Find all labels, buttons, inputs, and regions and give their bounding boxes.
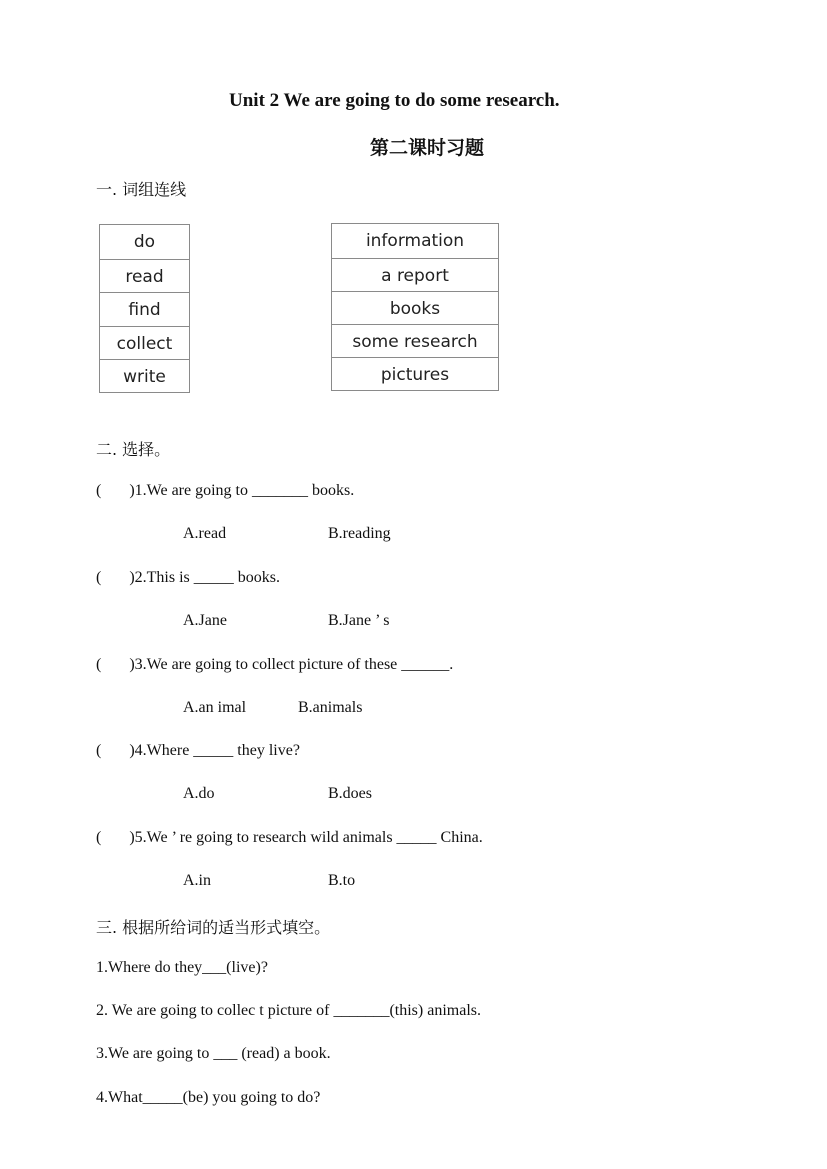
option-a: A.read: [183, 525, 227, 542]
question-3: [96, 656, 453, 674]
answer-blank-close: ): [129, 569, 135, 586]
right-word-cell: a report: [332, 258, 498, 292]
option-b: B.Jane ’ s: [328, 612, 390, 629]
section3-heading: 三. 根据所给词的适当形式填空。: [96, 918, 331, 937]
section1-heading: 一. 词组连线: [96, 180, 187, 199]
section2-heading: 二. 选择。: [96, 440, 171, 459]
answer-blank-open: (: [96, 569, 102, 586]
option-b: B.to: [328, 872, 356, 889]
option-b: B.animals: [298, 699, 363, 716]
right-word-cell: pictures: [332, 357, 498, 391]
left-word-cell: read: [100, 259, 189, 293]
question-text: 3.We are going to collect picture of these ______.: [134, 656, 454, 673]
answer-blank-open: (: [96, 482, 102, 499]
answer-blank-close: ): [129, 656, 135, 673]
right-word-cell: some research: [332, 324, 498, 358]
left-word-cell: find: [100, 292, 189, 326]
question-1: [96, 482, 354, 500]
question-text: 1.We are going to _______ books.: [134, 482, 355, 499]
right-word-table: [331, 223, 499, 391]
right-word-cell: information: [365, 231, 465, 251]
question-2: [96, 569, 280, 587]
left-word-cell: do: [133, 232, 156, 252]
option-a: A.do: [183, 785, 215, 802]
fill-item-1: 1.Where do they___(live)?: [96, 959, 268, 976]
question-5: [96, 829, 483, 847]
fill-item-4: 4.What_____(be) you going to do?: [96, 1089, 321, 1106]
left-word-cell: write: [100, 359, 189, 393]
page-title: Unit 2 We are going to do some research.: [229, 90, 560, 111]
question-text: 2.This is _____ books.: [134, 569, 280, 586]
left-word-table: [99, 224, 190, 393]
fill-item-2: 2. We are going to collec t picture of _______(this) animals.: [96, 1002, 481, 1019]
answer-blank-open: (: [96, 656, 102, 673]
answer-blank-open: (: [96, 742, 102, 759]
right-word-cell: books: [332, 291, 498, 325]
answer-blank-open: (: [96, 829, 102, 846]
option-a: A.an imal: [183, 699, 247, 716]
answer-blank-close: ): [129, 829, 135, 846]
option-a: A.Jane: [183, 612, 227, 629]
fill-item-3: 3.We are going to ___ (read) a book.: [96, 1045, 331, 1062]
question-text: 4.Where _____ they live?: [134, 742, 300, 759]
option-b: B.reading: [328, 525, 391, 542]
answer-blank-close: ): [129, 742, 135, 759]
question-text: 5.We ’ re going to research wild animals _____ China.: [134, 829, 483, 846]
page-subtitle: 第二课时习题: [370, 137, 485, 159]
option-a: A.in: [183, 872, 211, 889]
answer-blank-close: ): [129, 482, 135, 499]
question-4: [96, 742, 300, 760]
option-b: B.does: [328, 785, 372, 802]
left-word-cell: collect: [100, 326, 189, 360]
